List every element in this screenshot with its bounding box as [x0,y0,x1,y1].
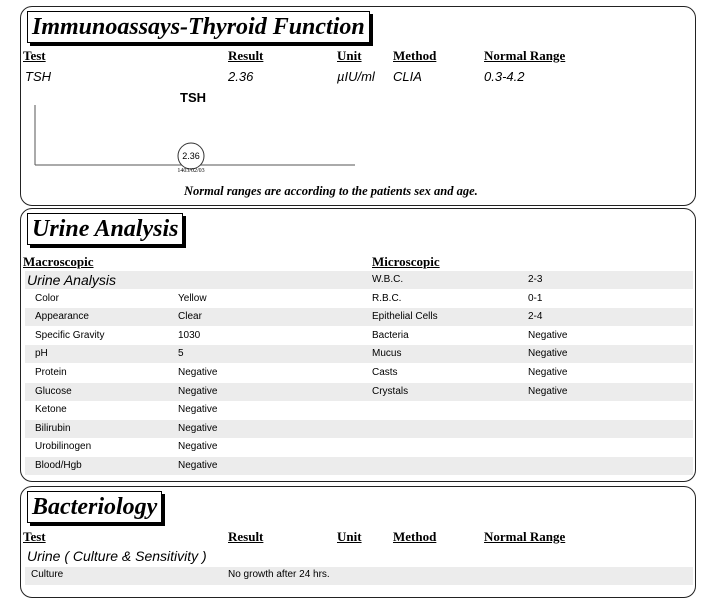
tsh-unit: µIU/ml [337,69,375,84]
urine-panel [20,208,696,482]
macro-row-value: Negative [178,422,218,434]
macro-row-name: Ketone [35,404,67,416]
macro-row-value: Negative [178,367,218,378]
macro-row-value: Negative [178,460,218,471]
macro-row-name: Urobilinogen [35,441,92,453]
header-test: Test [23,48,46,63]
micro-row-value: Negative [528,329,568,341]
micro-row-name: Mucus [372,348,402,360]
macro-row-name: Blood/Hgb [35,460,82,471]
header-result: Result [228,48,264,63]
urine-row-band [25,420,693,438]
tsh-result: 2.36 [228,69,254,84]
urine-row-band [25,308,693,326]
micro-row-name: R.B.C. [372,292,402,304]
urine-section-title: Urine Analysis [27,213,183,245]
bact-header-normal-range: Normal Range [484,529,566,544]
macro-row-value: Negative [178,385,218,397]
chart-title: TSH [180,90,206,105]
micro-row-value: Negative [528,367,568,378]
urine-row-band [25,271,693,289]
urine-row-band [25,457,693,475]
macro-row-name: Protein [35,367,67,378]
header-unit: Unit [337,48,362,63]
urine-subheader: Urine Analysis [27,272,116,288]
macro-row-value: 5 [178,348,184,360]
micro-row-name: W.B.C. [372,274,404,285]
culture-result: No growth after 24 hrs. [228,569,330,580]
tsh-chart [21,85,381,189]
macro-row-value: Yellow [178,292,207,304]
macroscopic-header: Macroscopic [23,254,94,269]
culture-name: Culture [31,569,64,580]
micro-row-value: 2-3 [528,274,543,285]
bact-header-result: Result [228,529,264,544]
macro-row-value: Negative [178,441,218,453]
micro-row-name: Epithelial Cells [372,311,438,323]
bact-header-test: Test [23,529,46,544]
thyroid-panel [20,6,696,206]
tsh-normal-range: 0.3-4.2 [484,69,525,84]
urine-row-band [25,345,693,363]
chart-point-label: 2.36 [182,151,200,161]
micro-row-value: Negative [528,385,568,397]
macro-row-name: pH [35,348,48,360]
culture-row-band [25,567,693,585]
urine-row-band [25,383,693,401]
micro-row-value: 0-1 [528,292,543,304]
micro-row-name: Crystals [372,385,409,397]
chart-x-tick-label: 1403/02/03 [177,168,205,174]
micro-row-value: 2-4 [528,311,543,323]
tsh-test-name: TSH [25,69,51,84]
microscopic-header: Microscopic [372,254,440,269]
macro-row-name: Appearance [35,311,89,323]
normal-range-note: Normal ranges are according to the patients sex and age. [184,184,478,198]
micro-row-name: Bacteria [372,329,409,341]
macro-row-name: Specific Gravity [35,329,105,341]
bact-header-method: Method [393,529,437,544]
header-method: Method [393,48,437,63]
bact-header-unit: Unit [337,529,362,544]
header-normal-range: Normal Range [484,48,566,63]
macro-row-name: Glucose [35,385,72,397]
macro-row-value: Negative [178,404,218,416]
bacteriology-panel [20,486,696,598]
macro-row-name: Bilirubin [35,422,71,434]
bact-subheader: Urine ( Culture & Sensitivity ) [27,548,207,564]
thyroid-section-title: Immunoassays-Thyroid Function [27,11,370,43]
macro-row-value: Clear [178,311,202,323]
micro-row-value: Negative [528,348,568,360]
tsh-method: CLIA [393,69,422,84]
macro-row-value: 1030 [178,329,201,341]
micro-row-name: Casts [372,367,398,378]
macro-row-name: Color [35,292,59,304]
bacteriology-section-title: Bacteriology [27,491,162,523]
